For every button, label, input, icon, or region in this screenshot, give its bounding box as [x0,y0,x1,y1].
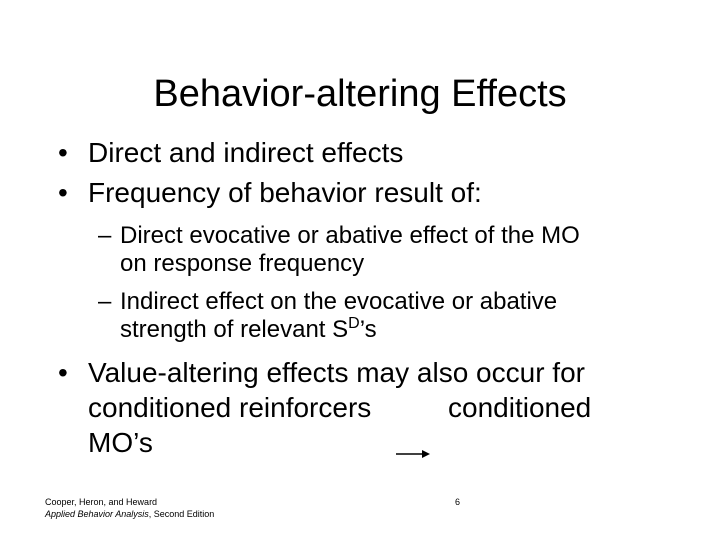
footer-citation [45,496,214,520]
bullet-text: Direct and indirect effects [88,137,404,168]
bullet-text: Frequency of behavior result of: [88,177,482,208]
bullet-dot: • [58,137,68,168]
bullet-text-line2b: conditioned [448,392,592,423]
sub-bullet-line2-suffix: ’s [359,316,377,343]
slide-title: Behavior-altering Effects [153,73,567,115]
sub-bullet-line2 [120,316,377,347]
bullet-text-line2a: conditioned reinforcers [88,392,372,423]
sub-bullet-dash: – [98,222,112,249]
bullet-dot: • [58,177,68,208]
footer-edition: , Second Edition [148,509,215,519]
sub-bullet-line2: on response frequency [120,250,365,277]
footer-authors: Cooper, Heron, and Heward [45,497,158,507]
superscript-d: D [348,315,360,332]
sub-bullet-line1: Indirect effect on the evocative or abative [120,288,558,315]
sub-bullet-dash: – [98,288,112,315]
bullet-text-line1: Value-altering effects may also occur for [88,357,585,388]
bullet-dot: • [58,357,68,388]
bullet-text-line3: MO’s [88,427,153,458]
sub-bullet-line2-prefix: strength of relevant S [120,316,349,343]
sub-bullet-line1: Direct evocative or abative effect of the MO [120,222,580,249]
right-arrow-icon [396,447,430,461]
page-number: 6 [455,497,461,507]
footer-book-line [45,508,214,520]
footer-book-title: Applied Behavior Analysis [45,509,149,519]
